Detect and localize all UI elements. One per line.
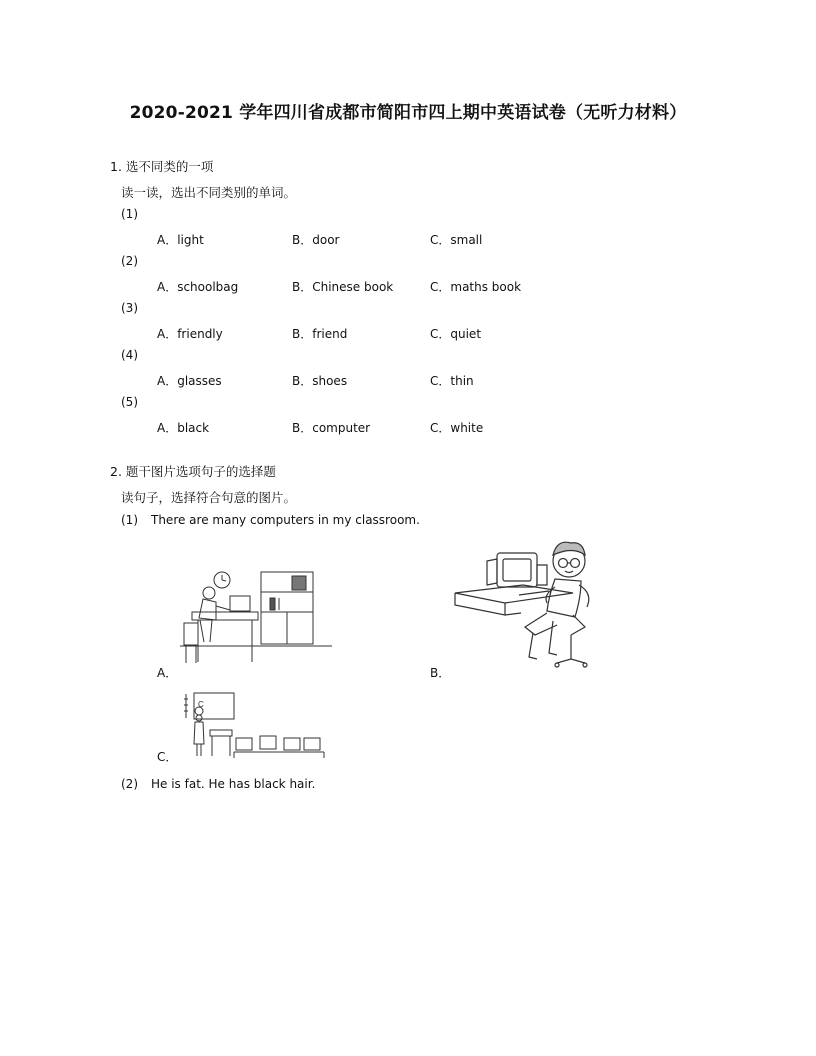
q1-item-1-number: (1) xyxy=(121,207,138,221)
chair-icon xyxy=(571,615,585,635)
q1-item-3-option-c[interactable]: C．quiet xyxy=(430,327,482,341)
q1-item-2-option-c[interactable]: C．maths book xyxy=(430,280,522,294)
q1-item-5-option-a[interactable]: A．black xyxy=(157,421,210,435)
q1-item-1-option-c[interactable]: C．small xyxy=(430,233,483,247)
office-scene-picture[interactable] xyxy=(178,568,334,668)
q1-item-4-number: (4) xyxy=(121,348,138,362)
q2-sub1-number: (1) xyxy=(121,513,138,527)
q1-item-4-option-b[interactable]: B．shoes xyxy=(292,374,348,388)
computer-icon xyxy=(284,738,300,750)
q1-item-4-option-c[interactable]: C．thin xyxy=(430,374,474,388)
svg-text:C: C xyxy=(198,700,204,709)
q1-item-5-option-c[interactable]: C．white xyxy=(430,421,484,435)
q1-item-2-option-b[interactable]: B．Chinese book xyxy=(292,280,394,294)
q1-instruction: 读一读，选出不同类别的单词。 xyxy=(121,185,297,200)
q2-instruction: 读句子，选择符合句意的图片。 xyxy=(121,490,297,505)
q1-heading: 1. 选不同类的一项 xyxy=(110,159,214,174)
q2-sub1-option-b[interactable]: B． xyxy=(430,666,451,680)
classroom-computers-picture[interactable] xyxy=(180,690,326,760)
q2-heading: 2. 题干图片选项句子的选择题 xyxy=(110,464,276,479)
desk-icon xyxy=(455,585,573,603)
q2-sub1-option-c[interactable]: C． xyxy=(157,750,178,764)
q1-item-3-option-b[interactable]: B．friend xyxy=(292,327,348,341)
q1-item-5-option-b[interactable]: B．computer xyxy=(292,421,371,435)
teacher-icon xyxy=(196,715,202,721)
computer-icon xyxy=(236,738,252,750)
kid-at-computer-picture[interactable] xyxy=(453,535,601,675)
q1-item-3-number: (3) xyxy=(121,301,138,315)
computer-icon xyxy=(260,736,276,749)
page-title: 2020-2021 学年四川省成都市简阳市四上期中英语试卷（无听力材料） xyxy=(129,103,687,123)
q2-sub2-number: (2) xyxy=(121,777,138,791)
q1-item-2-option-a[interactable]: A．schoolbag xyxy=(157,280,239,294)
q1-item-1-option-a[interactable]: A．light xyxy=(157,233,204,247)
computer-icon xyxy=(304,738,320,750)
q2-sub1-option-a[interactable]: A． xyxy=(157,666,178,680)
q1-item-5-number: (5) xyxy=(121,395,138,409)
kid-body-icon xyxy=(547,579,581,617)
q1-item-3-option-a[interactable]: A．friendly xyxy=(157,327,223,341)
q1-item-2-number: (2) xyxy=(121,254,138,268)
monitor-icon xyxy=(230,596,250,611)
q2-sub1-sentence: There are many computers in my classroom. xyxy=(151,513,420,527)
q1-item-4-option-a[interactable]: A．glasses xyxy=(157,374,222,388)
q1-item-1-option-b[interactable]: B．door xyxy=(292,233,340,247)
q2-sub2-sentence: He is fat. He has black hair. xyxy=(151,777,316,791)
person-icon xyxy=(203,587,215,599)
